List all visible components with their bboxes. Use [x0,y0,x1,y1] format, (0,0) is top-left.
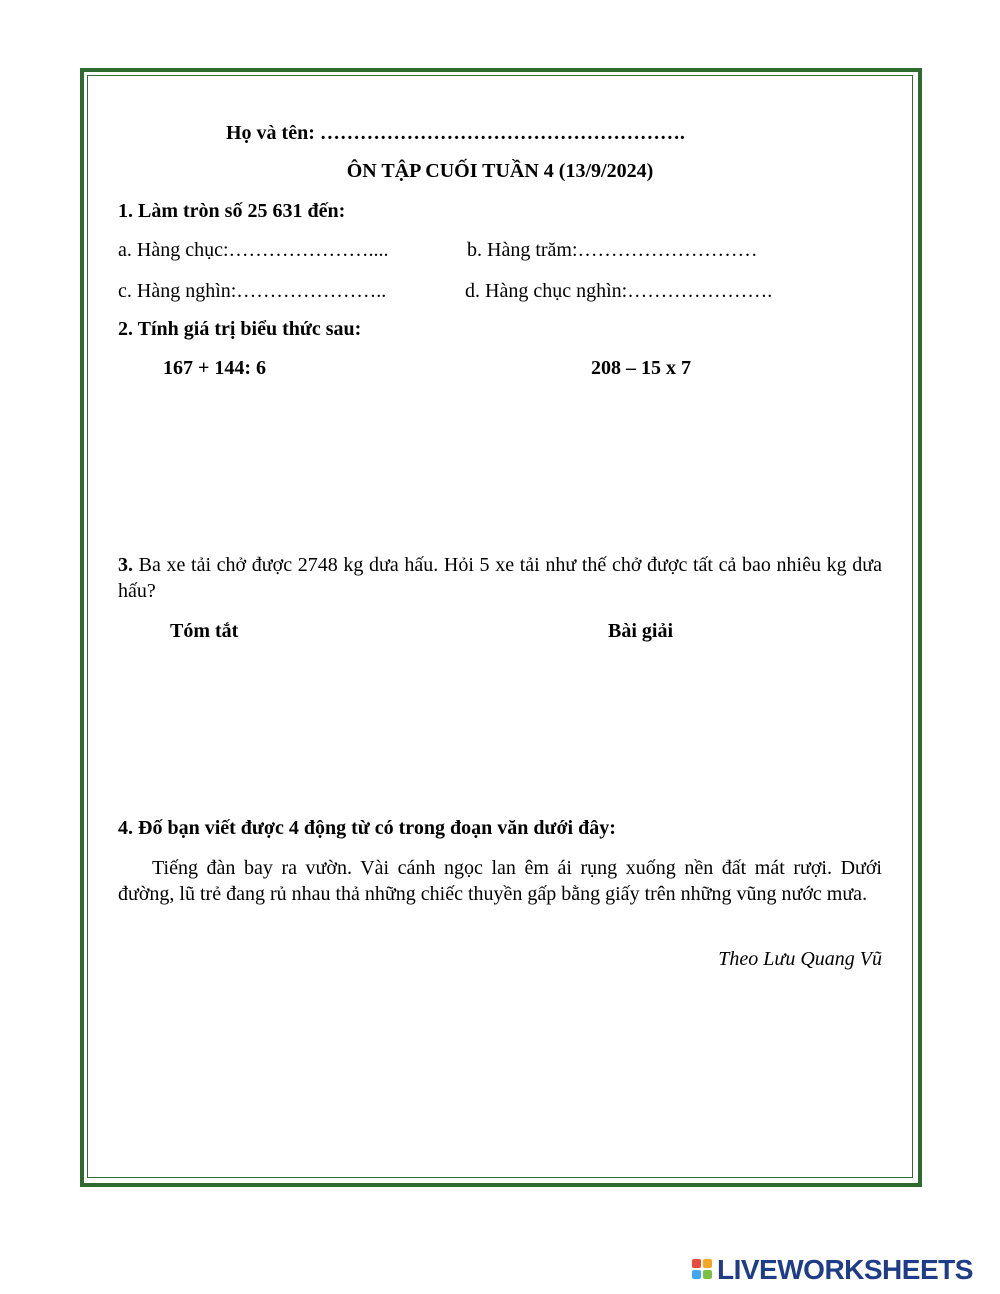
q1-item-a: a. Hàng chục:………………….... [118,239,389,261]
q2-expression-1: 167 + 144: 6 [163,357,267,379]
q1-heading: 1. Làm tròn số 25 631 đến: [118,200,346,222]
q2-expression-2: 208 – 15 x 7 [591,357,691,379]
q4-heading: 4. Đố bạn viết được 4 động từ có trong đoạn văn dưới đây: [118,817,616,839]
q4-attribution: Theo Lưu Quang Vũ [718,948,882,970]
name-line: Họ và tên: ………………………………………………. [226,122,685,144]
q3-solution-label: Bài giải [608,620,674,642]
q4-passage: Tiếng đàn bay ra vườn. Vài cánh ngọc lan êm ái rụng xuống nền đất mát rượi. Dưới đường, lũ trẻ đang rủ nhau thả những chiếc thuyền gấp bằng giấy trên những vũng nước mưa. [118,857,882,905]
q1-item-c: c. Hàng nghìn:………………….. [118,280,387,302]
logo-text: LIVEWORKSHEETS [717,1254,973,1285]
q3-question [118,552,882,604]
q1-item-b: b. Hàng trăm:……………………… [467,239,758,261]
q1-item-d: d. Hàng chục nghìn:…………………. [465,280,773,302]
q3-number: 3. [118,554,133,576]
liveworksheets-logo [692,1255,973,1285]
q3-summary-label: Tóm tắt [170,620,239,642]
worksheet-title: ÔN TẬP CUỐI TUẦN 4 (13/9/2024) [346,160,654,182]
q3-text: Ba xe tải chở được 2748 kg dưa hấu. Hỏi 5 xe tải như thế chở được tất cả bao nhiêu kg dưa hấu? [118,554,882,602]
q2-heading: 2. Tính giá trị biểu thức sau: [118,318,362,340]
logo-squares-icon [692,1259,714,1281]
